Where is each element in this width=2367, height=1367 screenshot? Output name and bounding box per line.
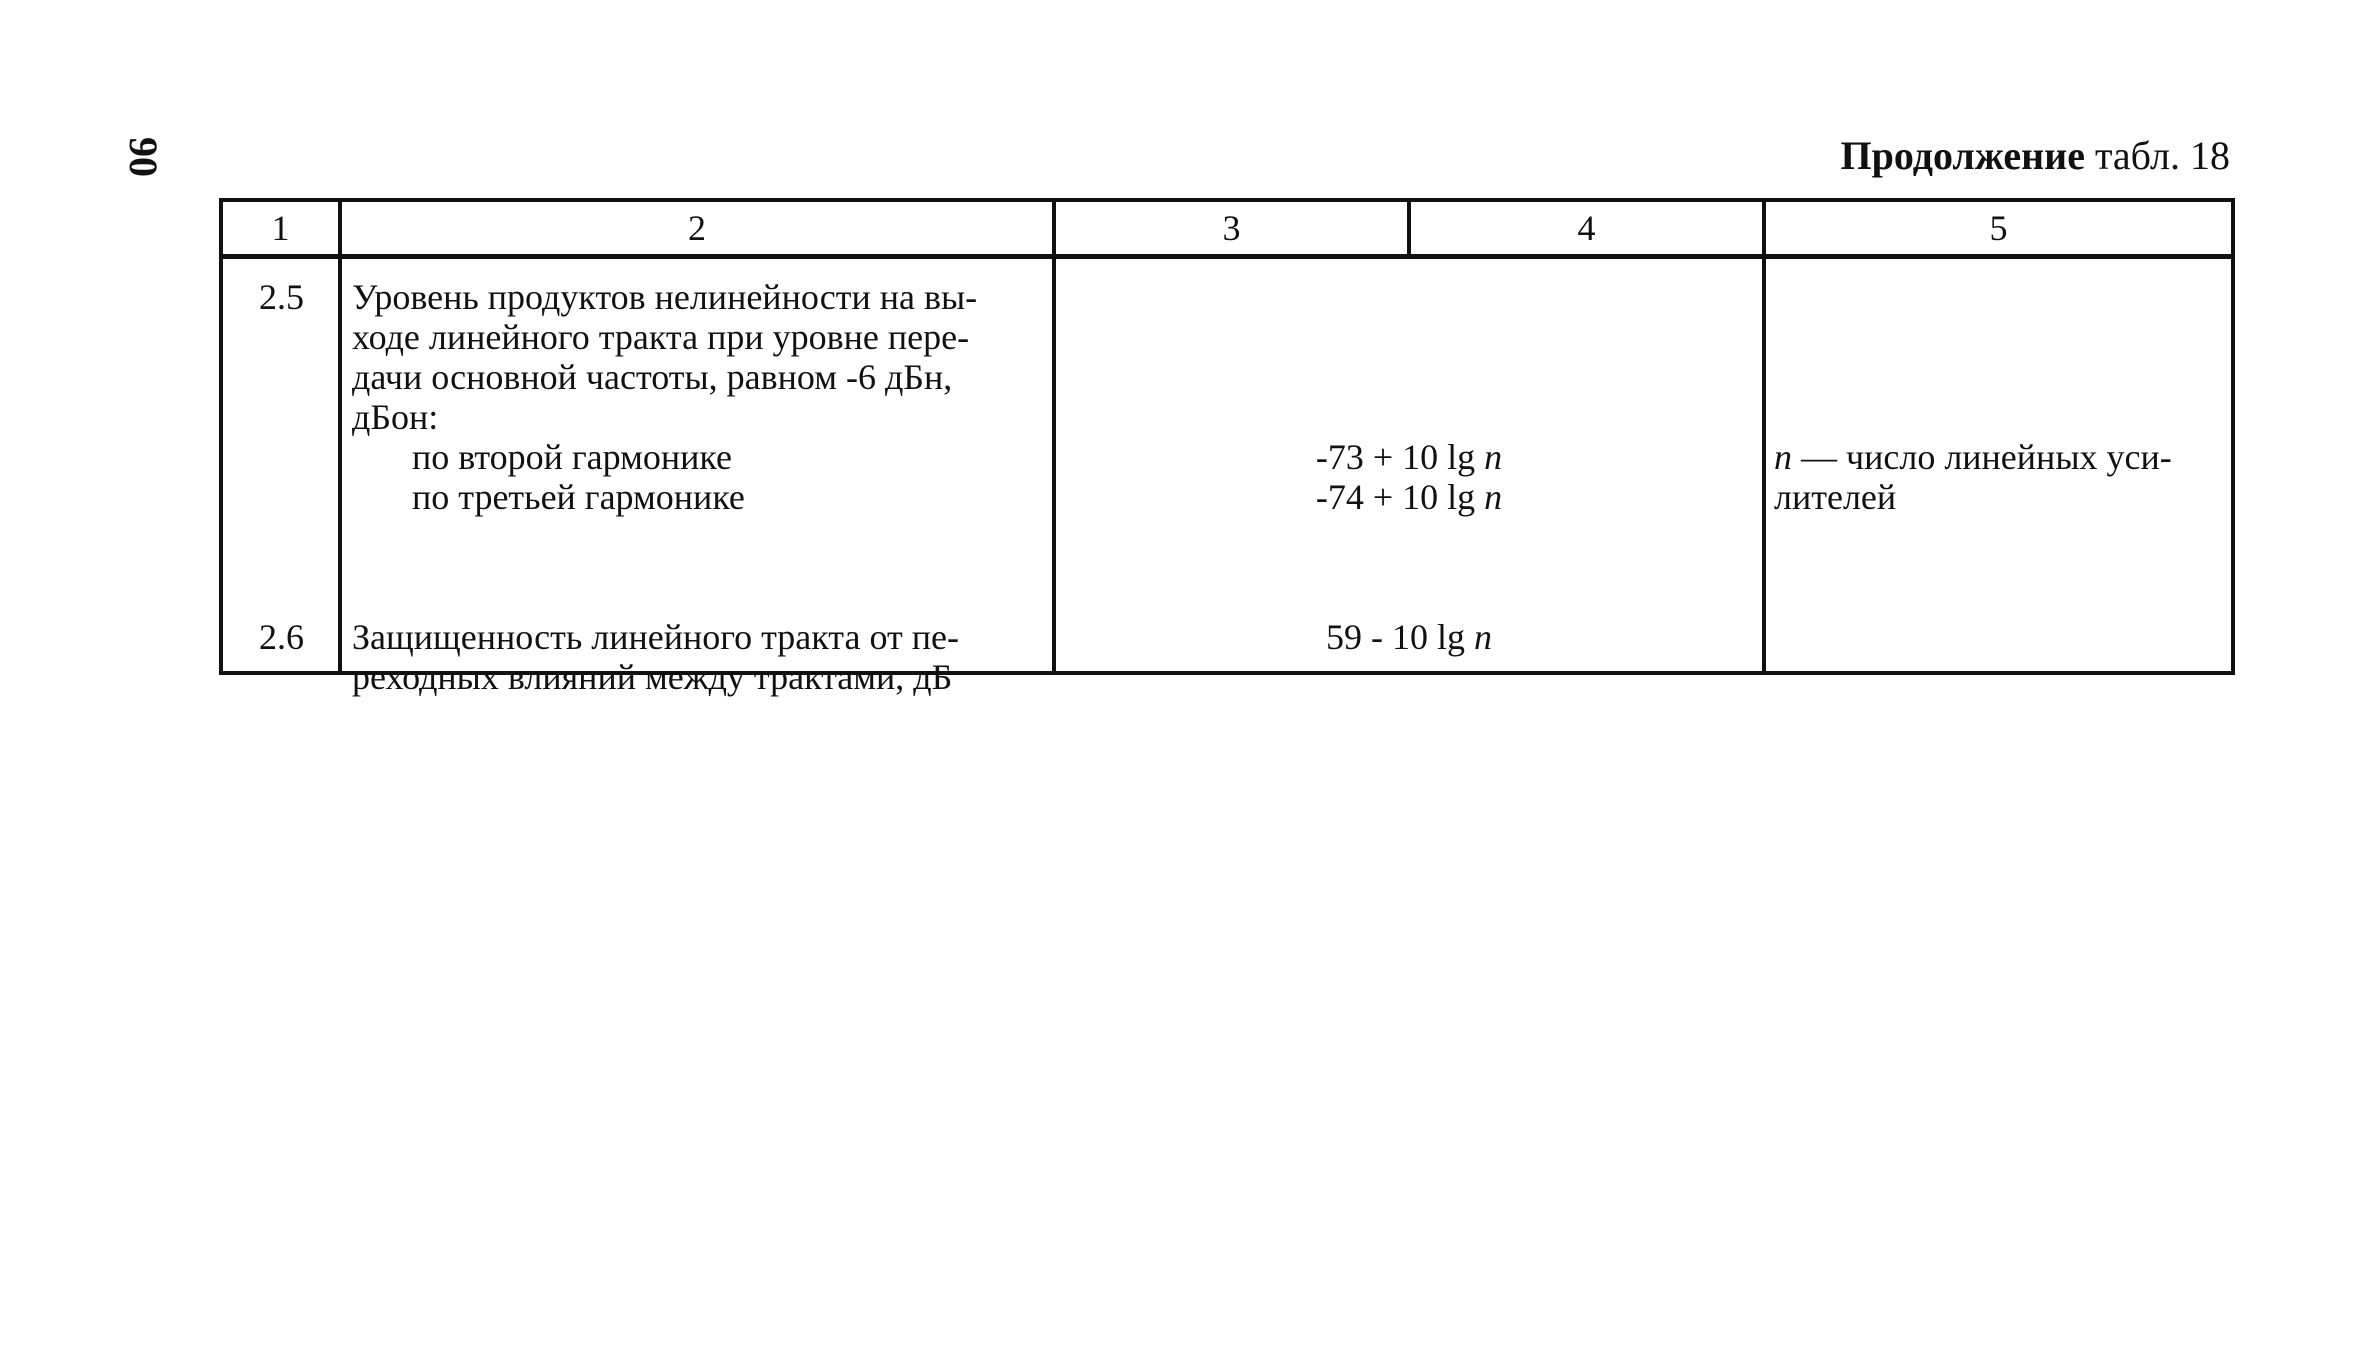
row-number: 2.6 (259, 617, 304, 657)
text-line: реходных влияний между трактами, дБ (352, 657, 953, 697)
column-header: 1 (221, 200, 340, 257)
sub-item-label: по второй гармонике (412, 437, 732, 477)
data-table (219, 198, 2235, 697)
page-number: 90 (121, 137, 166, 177)
formula: 59 - 10 lg n (1326, 617, 1492, 657)
number-cell (221, 257, 340, 674)
table-header-row (221, 200, 2233, 257)
parameter-text (352, 617, 1032, 697)
value-cell (1054, 257, 1764, 674)
sub-item-label: по третьей гармонике (412, 477, 745, 517)
text-line: ходе линейного тракта при уровне пере- (352, 317, 970, 357)
column-header: 2 (340, 200, 1054, 257)
formula: -73 + 10 lg n (1315, 437, 1503, 477)
caption-word: Продолжение (1840, 133, 2085, 178)
text-line: дачи основной частоты, равном -6 дБн, (352, 357, 953, 397)
column-header: 5 (1764, 200, 2233, 257)
text-line: Защищенность линейного тракта от пе- (352, 617, 959, 657)
table-body-row (221, 257, 2233, 674)
row-number: 2.5 (259, 277, 304, 317)
parameter-cell (340, 257, 1054, 697)
formula: -74 + 10 lg n (1315, 477, 1503, 517)
column-header: 4 (1409, 200, 1764, 257)
column-header: 3 (1054, 200, 1409, 257)
note-cell (1764, 257, 2233, 674)
text-line: Уровень продуктов нелинейности на вы- (352, 277, 978, 317)
note-text: n — число линейных уси- лителей (1774, 437, 2172, 517)
parameter-text (352, 277, 1032, 517)
table-caption (1841, 132, 2230, 180)
caption-rest: табл. 18 (2094, 133, 2230, 178)
text-line: дБон: (352, 397, 439, 437)
